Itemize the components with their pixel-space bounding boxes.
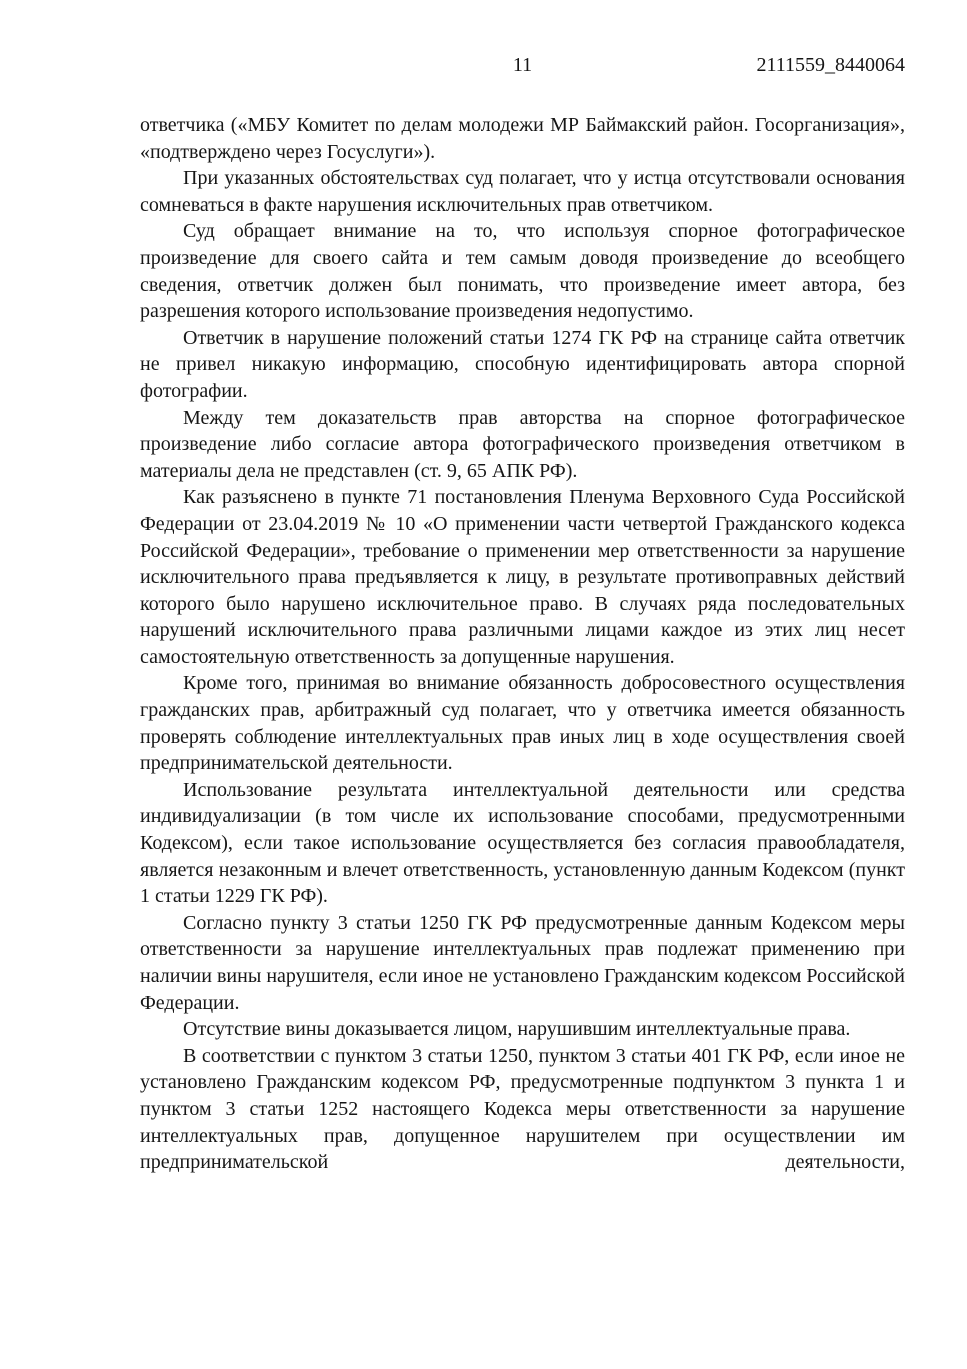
document-id: 2111559_8440064	[756, 54, 905, 76]
document-body	[140, 112, 905, 1176]
paragraph: Ответчик в нарушение положений статьи 1274 ГК РФ на странице сайта ответчик не привел никакую информацию, способную идентифицировать автора спорной фотографии.	[140, 326, 905, 402]
paragraph: Между тем доказательств прав авторства на спорное фотографическое произведение либо согласие автора фотографического произведения ответчиком в материалы дела не представлен (ст. 9, 65 АПК РФ).	[140, 406, 905, 482]
paragraph: При указанных обстоятельствах суд полагает, что у истца отсутствовали основания сомневаться в факте нарушения исключительных прав ответчиком.	[140, 167, 905, 216]
paragraph: ответчика («МБУ Комитет по делам молодежи МР Баймакский район. Госорганизация», «подтверждено через Госуслуги»).	[140, 114, 905, 163]
page-number: 11	[512, 54, 533, 76]
paragraph: Как разъяснено в пункте 71 постановления Пленума Верховного Суда Российской Федерации от 23.04.2019 № 10 «О применении части четвертой Гражданского кодекса Российской Федерации», требование о применении мер ответственности за нарушение исключительного права предъявляется к лицу, в результате противоправных действий которого было нарушено исключительное право. В случаях ряда последовательных нарушений исключительного права различными лицами каждое из этих лиц несет самостоятельную ответственность за допущенные нарушения.	[140, 486, 905, 668]
page-header	[140, 52, 905, 78]
paragraph: Согласно пункту 3 статьи 1250 ГК РФ предусмотренные данным Кодексом меры ответственности за нарушение интеллектуальных прав подлежат применению при наличии вины нарушителя, если иное не установлено Гражданским кодексом Российской Федерации.	[140, 911, 905, 1014]
paragraph: В соответствии с пунктом 3 статьи 1250, пунктом 3 статьи 401 ГК РФ, если иное не установлено Гражданским кодексом РФ, предусмотренные подпунктом 3 пункта 1 и пунктом 3 статьи 1252 настоящего Кодекса меры ответственности за нарушение интеллектуальных прав, допущенное нарушителем при осуществлении им предпринимательской деятельности,	[140, 1044, 905, 1174]
paragraph: Отсутствие вины доказывается лицом, нарушившим интеллектуальные права.	[183, 1018, 851, 1041]
paragraph: Суд обращает внимание на то, что используя спорное фотографическое произведение для своего сайта и тем самым доводя произведение до всеобщего сведения, ответчик должен был понимать, что произведение имеет автора, без разрешения которого использование произведения недопустимо.	[140, 220, 905, 323]
paragraph: Кроме того, принимая во внимание обязанность добросовестного осуществления гражданских прав, арбитражный суд полагает, что у ответчика имеется обязанность проверять соблюдение интеллектуальных прав иных лиц в ходе осуществления своей предпринимательской деятельности.	[140, 672, 905, 775]
paragraph: Использование результата интеллектуальной деятельности или средства индивидуализации (в том числе их использование способами, предусмотренными Кодексом), если такое использование осуществляется без согласия правообладателя, является незаконным и влечет ответственность, установленную данным Кодексом (пункт 1 статьи 1229 ГК РФ).	[140, 778, 905, 908]
